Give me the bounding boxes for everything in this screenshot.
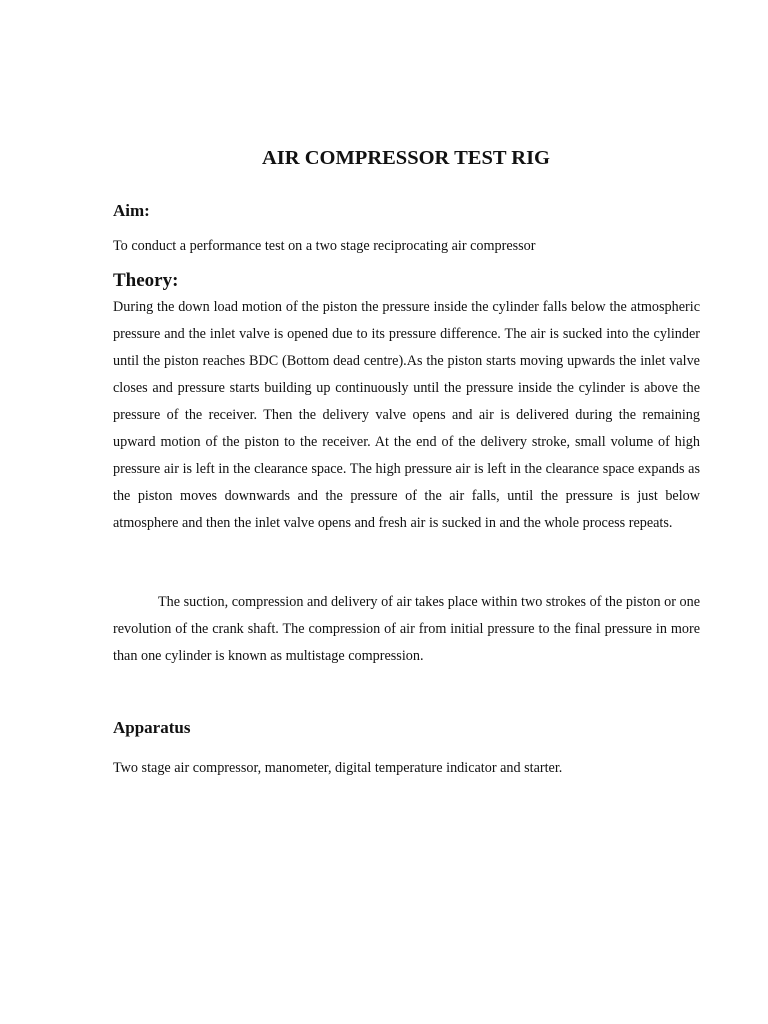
aim-text: To conduct a performance test on a two stage reciprocating air compressor: [113, 238, 536, 254]
aim-heading: Aim:: [113, 201, 150, 220]
theory-heading: Theory:: [113, 270, 179, 291]
apparatus-text: Two stage air compressor, manometer, digital temperature indicator and starter.: [113, 760, 563, 776]
apparatus-heading: Apparatus: [113, 718, 191, 737]
document-title: AIR COMPRESSOR TEST RIG: [261, 147, 551, 169]
theory-paragraph-1: During the down load motion of the piston the pressure inside the cylinder falls below the atmospheric pressure and the inlet valve is opened due to its pressure difference. The air is sucked into the cylinder until the piston reaches BDC (Bottom dead centre).As the piston starts moving upwards the inlet valve closes and pressure starts building up continuously until the pressure inside the cylinder is above the pressure of the receiver. Then the delivery valve opens and air is delivered during the remaining upward motion of the piston to the receiver. At the end of the delivery stroke, small volume of high pressure air is left in the clearance space. The high pressure air is left in the clearance space expands as the piston moves downwards and the pressure of the air falls, until the pressure is just below atmosphere and then the inlet valve opens and fresh air is sucked in and the whole process repeats.: [113, 299, 700, 531]
theory-paragraph-2: The suction, compression and delivery of air takes place within two strokes of the piston or one revolution of the crank shaft. The compression of air from initial pressure to the final pressure in more than one cylinder is known as multistage compression.: [113, 594, 700, 664]
